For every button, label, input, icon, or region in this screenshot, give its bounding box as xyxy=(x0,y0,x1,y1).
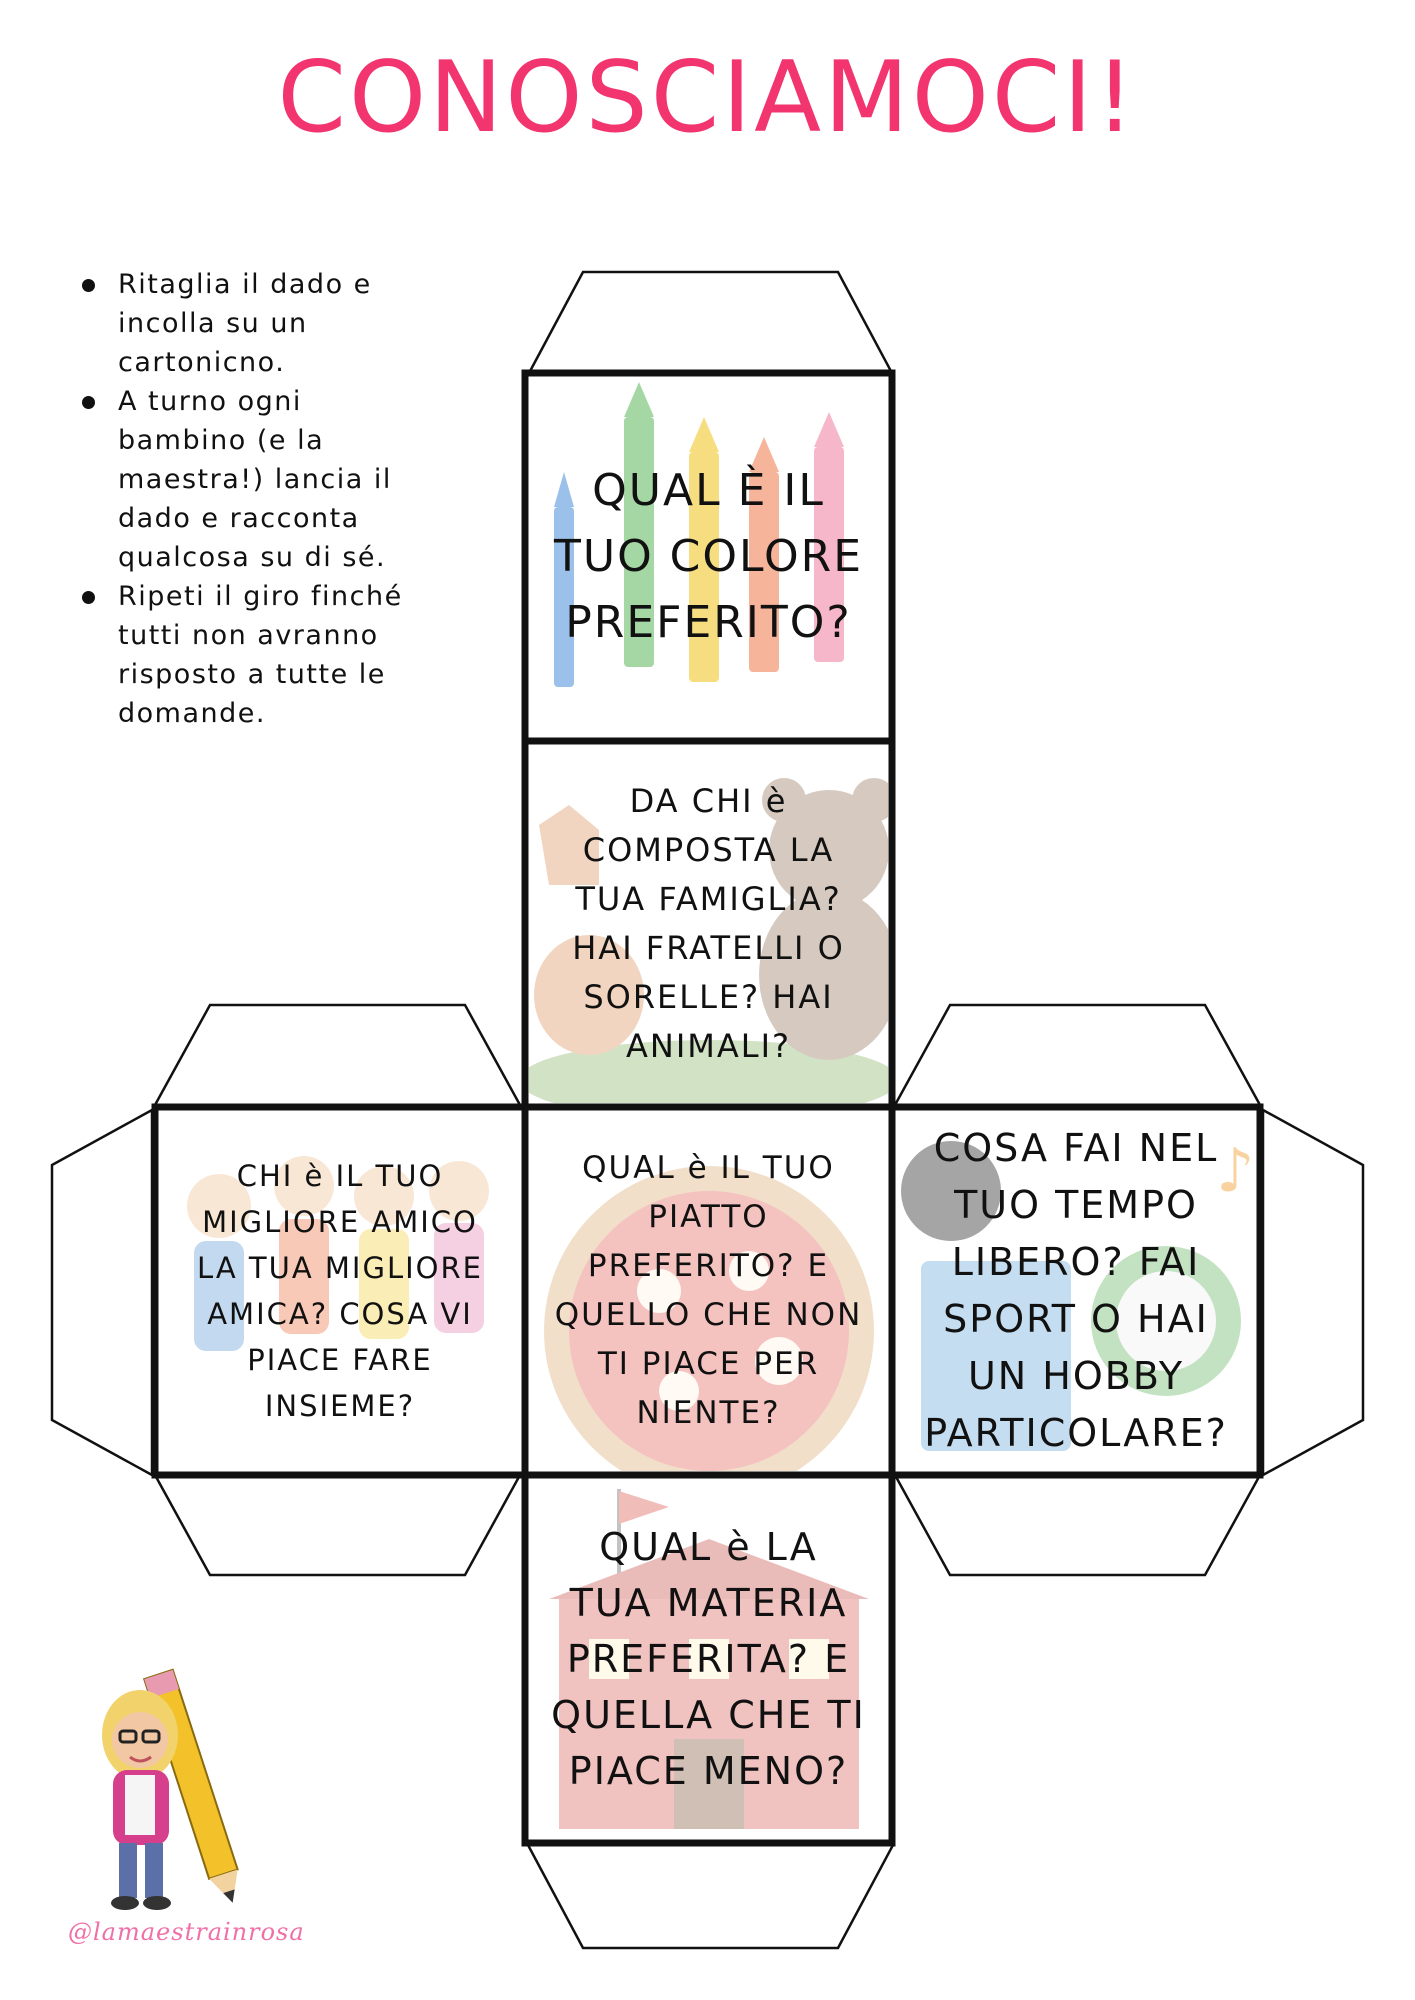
glue-flap xyxy=(528,1845,893,1948)
page-title: CONOSCIAMOCI! xyxy=(277,41,1138,155)
face-favorite-color xyxy=(529,377,888,737)
face-question: COSA FAI NEL TUO TEMPO LIBERO? FAI SPORT O HAI UN HOBBY PARTICOLARE? xyxy=(924,1126,1228,1455)
instruction-item: A turno ogni bambino (e la maestra!) lancia il dado e racconta qualcosa su di sé. xyxy=(78,382,438,577)
svg-text:♪: ♪ xyxy=(1216,1136,1255,1206)
face-favorite-subject xyxy=(529,1479,888,1839)
face-question: CHI è IL TUO MIGLIORE AMICO LA TUA MIGLIORE AMICA? COSA VI PIACE FARE INSIEME? xyxy=(197,1159,483,1423)
face-question: QUAL È IL TUO COLORE PREFERITO? xyxy=(553,465,863,648)
face-family xyxy=(529,745,888,1103)
glue-flap xyxy=(1263,1110,1363,1475)
face-free-time xyxy=(896,1111,1256,1471)
teacher-avatar-icon xyxy=(85,1665,265,1915)
face-best-friend xyxy=(159,1111,521,1471)
glue-flap xyxy=(895,1005,1260,1105)
glue-flap xyxy=(155,1475,520,1575)
face-favorite-dish xyxy=(529,1111,888,1471)
face-question: QUAL è LA TUA MATERIA PREFERITA? E QUELLA CHE TI PIACE MENO? xyxy=(551,1525,866,1793)
instruction-item: Ritaglia il dado e incolla su un cartonicno. xyxy=(78,265,438,382)
glue-flap xyxy=(52,1110,152,1475)
instruction-item: Ripeti il giro finché tutti non avranno risposto a tutte le domande. xyxy=(78,577,438,733)
glue-flap xyxy=(895,1475,1260,1575)
author-credit: @lamaestrainrosa xyxy=(68,1918,305,1946)
face-question: DA CHI è COMPOSTA LA TUA FAMIGLIA? HAI FRATELLI O SORELLE? HAI ANIMALI? xyxy=(572,782,845,1065)
face-question: QUAL è IL TUO PIATTO PREFERITO? E QUELLO CHE NON TI PIACE PER NIENTE? xyxy=(554,1150,863,1431)
glue-flap xyxy=(155,1005,520,1105)
glue-flap xyxy=(528,272,893,375)
